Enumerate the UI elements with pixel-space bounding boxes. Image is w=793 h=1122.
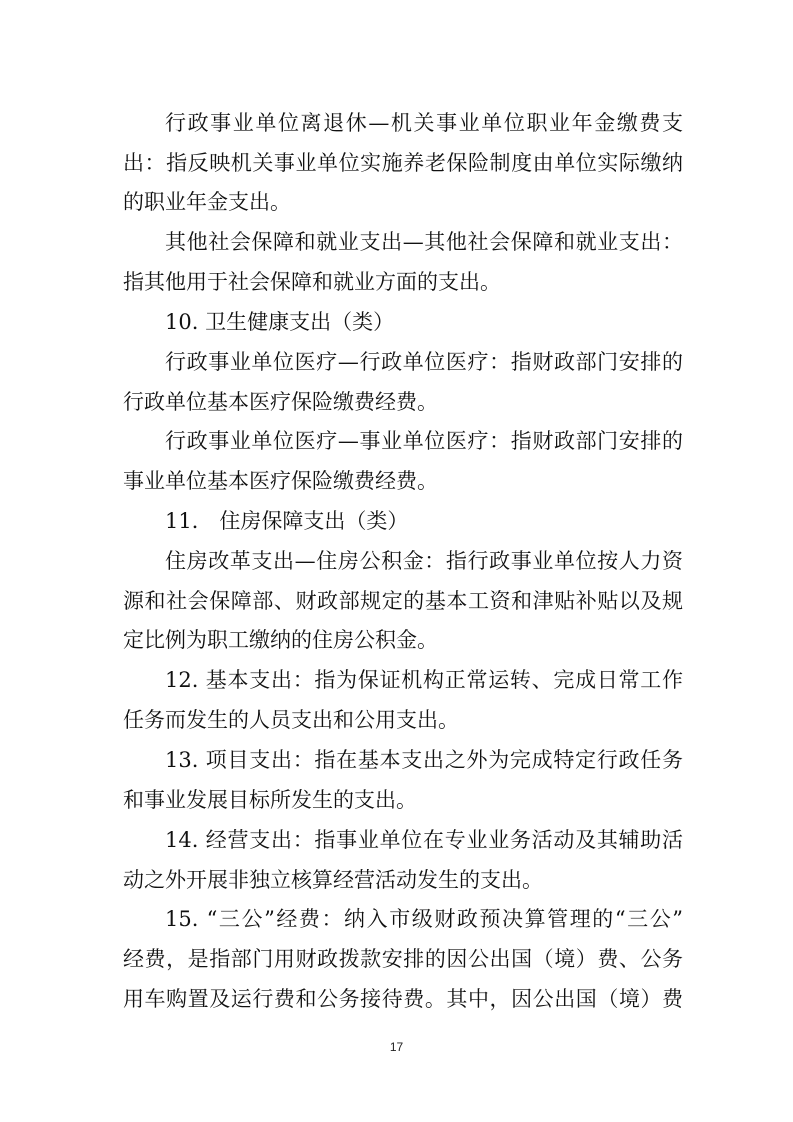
text-line: 住房改革支出—住房公积金：指行政事业单位按人力资 xyxy=(165,549,683,573)
text-line: 用车购置及运行费和公务接待费。其中，因公出国（境）费 xyxy=(123,987,683,1011)
text-line: 行政单位基本医疗保险缴费经费。 xyxy=(123,390,438,414)
text-line: 15. “三公”经费：纳入市级财政预决算管理的“三公” xyxy=(165,907,683,931)
text-line: 源和社会保障部、财政部规定的基本工资和津贴补贴以及规 xyxy=(123,589,683,613)
text-line: 动之外开展非独立核算经营活动发生的支出。 xyxy=(123,868,543,892)
text-line: 行政事业单位医疗—事业单位医疗：指财政部门安排的 xyxy=(165,429,683,453)
text-line: 的职业年金支出。 xyxy=(123,190,291,214)
text-line: 事业单位基本医疗保险缴费经费。 xyxy=(123,469,438,493)
text-line: 任务而发生的人员支出和公用支出。 xyxy=(123,708,459,732)
text-line: 13. 项目支出：指在基本支出之外为完成特定行政任务 xyxy=(165,748,683,772)
text-line: 指其他用于社会保障和就业方面的支出。 xyxy=(123,270,501,294)
text-line: 12. 基本支出：指为保证机构正常运转、完成日常工作 xyxy=(165,668,683,692)
text-line: 出：指反映机关事业单位实施养老保险制度由单位实际缴纳 xyxy=(123,151,683,175)
text-line: 定比例为职工缴纳的住房公积金。 xyxy=(123,628,438,652)
text-line: 经费，是指部门用财政拨款安排的因公出国（境）费、公务 xyxy=(123,947,683,971)
text-line: 其他社会保障和就业支出—其他社会保障和就业支出： xyxy=(165,230,683,254)
text-line: 行政事业单位离退休—机关事业单位职业年金缴费支 xyxy=(165,111,683,135)
text-line: 行政事业单位医疗—行政单位医疗：指财政部门安排的 xyxy=(165,350,683,374)
section-heading: 11． 住房保障支出（类） xyxy=(165,509,409,533)
section-heading: 10. 卫生健康支出（类） xyxy=(165,310,395,334)
page-number: 17 xyxy=(389,1040,404,1054)
text-line: 和事业发展目标所发生的支出。 xyxy=(123,788,417,812)
text-line: 14. 经营支出：指事业单位在专业业务活动及其辅助活 xyxy=(165,828,683,852)
